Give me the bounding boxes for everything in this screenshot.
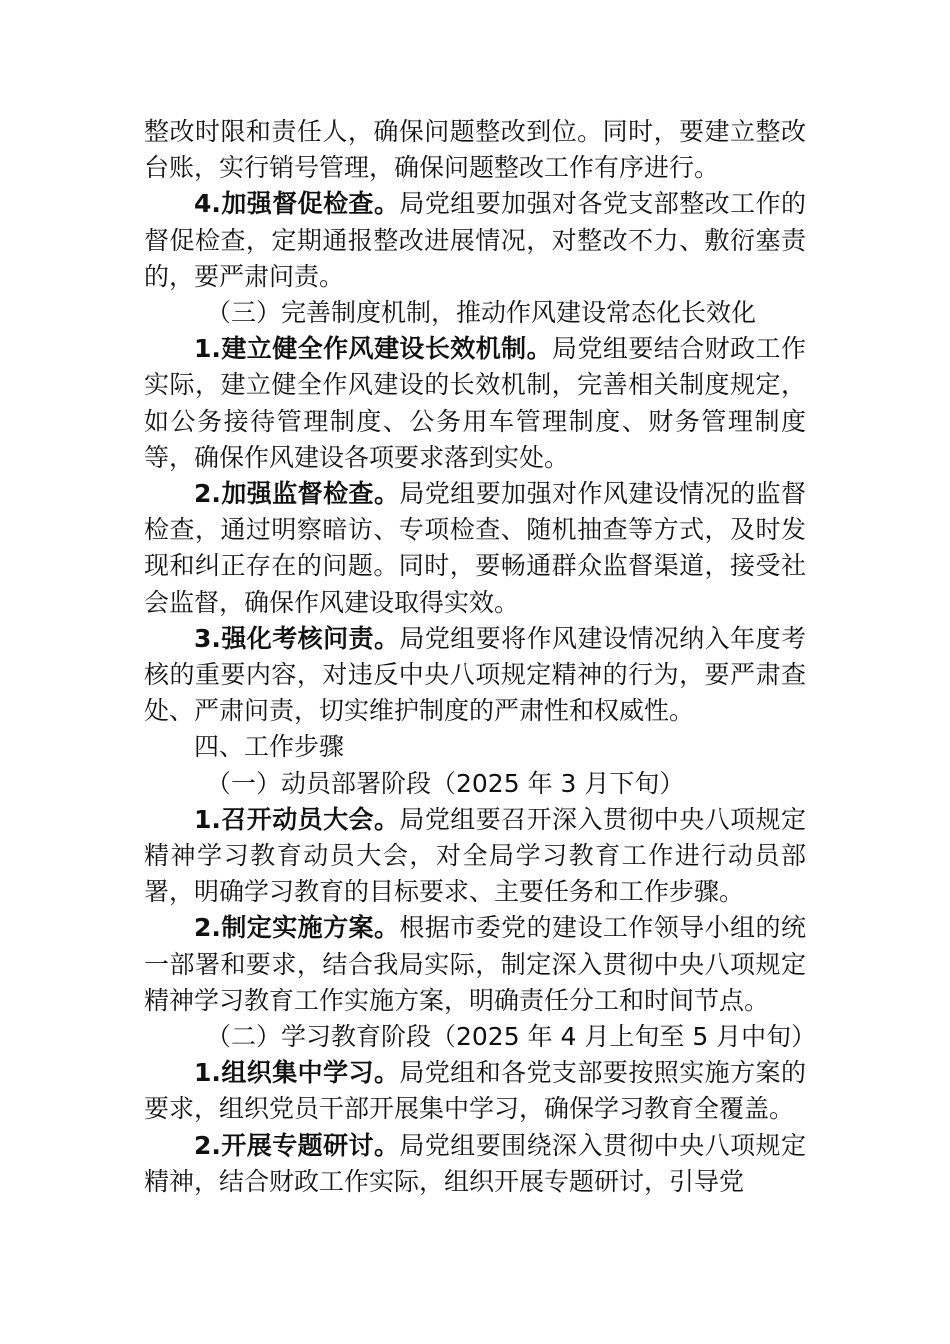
paragraph-item	[144, 621, 806, 730]
paragraph-item	[144, 476, 806, 621]
paragraph-item	[144, 1128, 806, 1200]
paragraph-text: 局党组和各党支部要按照实施方案的要求，组织党员干部开展集中学习，确保学习教育全覆盖。	[144, 1058, 806, 1124]
paragraph-item	[144, 331, 806, 476]
paragraph-item	[144, 910, 806, 1019]
paragraph-text: 整改时限和责任人，确保问题整改到位。同时，要建立整改台账，实行销号管理，确保问题整改工作有序进行。	[144, 117, 806, 183]
paragraph-lead: 1.建立健全作风建设长效机制。	[194, 334, 553, 364]
paragraph-lead: 1.召开动员大会。	[194, 804, 400, 834]
paragraph-item	[144, 186, 806, 295]
paragraph-text: 局党组要结合财政工作实际，建立健全作风建设的长效机制，完善相关制度规定，如公务接待管理制度、公务用车管理制度、财务管理制度等，确保作风建设各项要求落到实处。	[144, 334, 806, 472]
section-subheading: （三）完善制度机制，推动作风建设常态化长效化	[206, 298, 757, 328]
paragraph-lead: 3.强化考核问责。	[194, 623, 400, 653]
paragraph-text: 局党组要召开深入贯彻中央八项规定精神学习教育动员大会，对全局学习教育工作进行动员部署，明确学习教育的目标要求、主要任务和工作步骤。	[144, 804, 806, 907]
section-subheading: （二）学习教育阶段（2025 年 4 月上旬至 5 月中旬）	[206, 1022, 817, 1052]
paragraph-text: 局党组要将作风建设情况纳入年度考核的重要内容，对违反中央八项规定精神的行为，要严肃查处、严肃问责，切实维护制度的严肃性和权威性。	[144, 623, 806, 726]
section-subheading: （一）动员部署阶段（2025 年 3 月下旬）	[206, 768, 685, 798]
paragraph-lead: 1.组织集中学习。	[194, 1058, 400, 1088]
document-body	[144, 114, 817, 1200]
paragraph-text: 局党组要加强对各党支部整改工作的督促检查，定期通报整改进展情况，对整改不力、敷衍塞责的，要严肃问责。	[144, 189, 806, 291]
paragraph-lead: 2.制定实施方案。	[194, 913, 400, 943]
paragraph-lead: 4.加强督促检查。	[194, 189, 400, 219]
paragraph-text: 局党组要围绕深入贯彻中央八项规定精神，结合财政工作实际，组织开展专题研讨，引导党	[144, 1130, 806, 1196]
paragraph-continuation	[144, 114, 806, 186]
section-heading: 四、工作步骤	[194, 732, 345, 762]
paragraph-lead: 2.开展专题研讨。	[194, 1130, 400, 1160]
paragraph-text: 根据市委党的建设工作领导小组的统一部署和要求，结合我局实际，制定深入贯彻中央八项规定精神学习教育工作实施方案，明确责任分工和时间节点。	[144, 913, 806, 1015]
paragraph-item	[144, 802, 806, 911]
paragraph-text: 局党组要加强对作风建设情况的监督检查，通过明察暗访、专项检查、随机抽查等方式，及时发现和纠正存在的问题。同时，要畅通群众监督渠道，接受社会监督，确保作风建设取得实效。	[144, 479, 806, 617]
paragraph-item	[144, 1055, 806, 1127]
paragraph-lead: 2.加强监督检查。	[194, 479, 400, 509]
